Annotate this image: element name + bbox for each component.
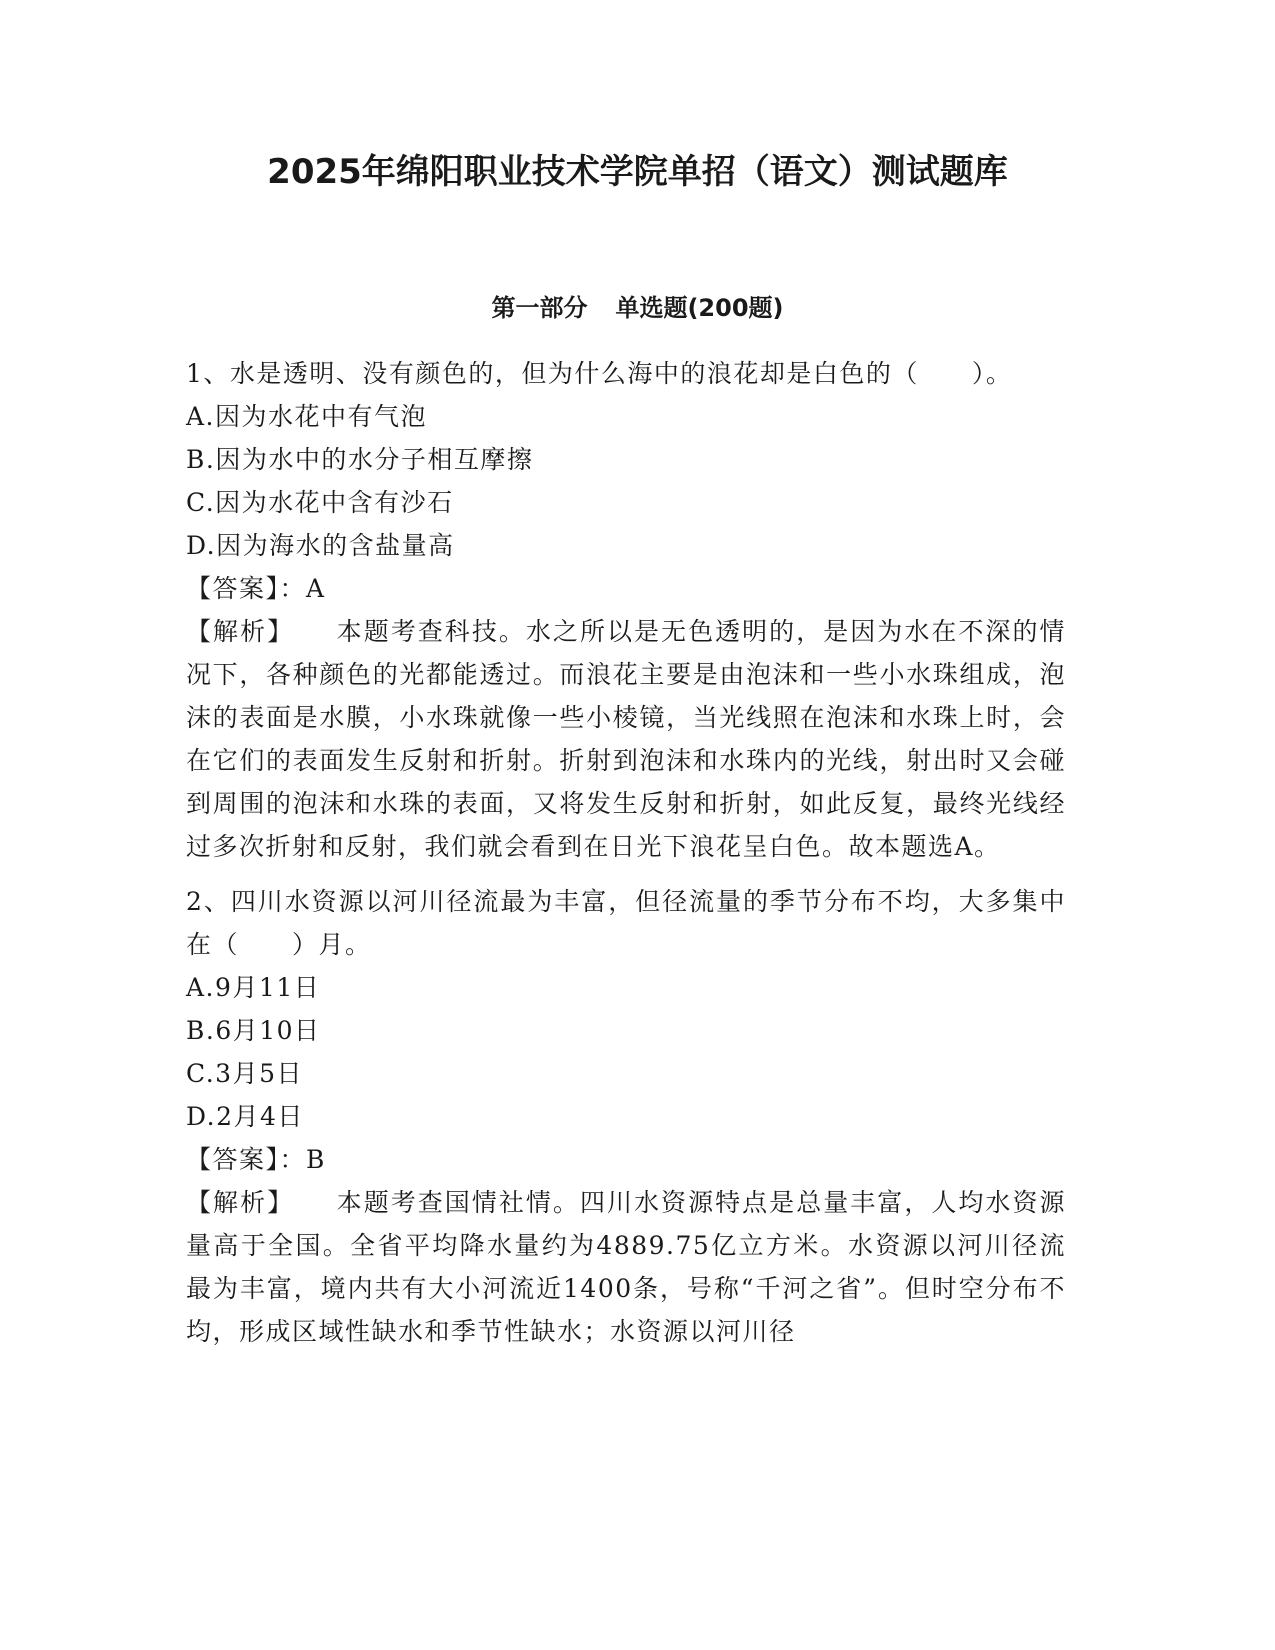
analysis-body: 本题考查国情社情。四川水资源特点是总量丰富，人均水资源量高于全国。全省平均降水量约为4889.75亿立方米。水资源以河川径流最为丰富，境内共有大小河流近1400条，号称“千河之省”。但时空分布不均，形成区域性缺水和季节性缺水；水资源以河川径	[186, 1188, 1066, 1346]
analysis-body: 本题考查科技。水之所以是无色透明的，是因为水在不深的情况下，各种颜色的光都能透过。而浪花主要是由泡沫和一些小水珠组成，泡沫的表面是水膜，小水珠就像一些小棱镜，当光线照在泡沫和水珠上时，会在它们的表面发生反射和折射。折射到泡沫和水珠内的光线，射出时又会碰到周围的泡沫和水珠的表面，又将发生反射和折射，如此反复，最终光线经过多次折射和反射，我们就会看到在日光下浪花呈白色。故本题选A。	[186, 617, 1066, 861]
option-a: A.9月11日	[186, 973, 321, 1002]
answer-value: B	[306, 1145, 326, 1174]
option-b: B.6月10日	[186, 1016, 321, 1045]
answer-line	[186, 567, 1066, 610]
analysis-label: 【解析】	[186, 617, 295, 646]
option-c: C.3月5日	[186, 1059, 303, 1088]
analysis-label: 【解析】	[186, 1188, 295, 1217]
answer-value: A	[306, 574, 326, 603]
section-part: 第一部分	[491, 294, 588, 322]
option-b: B.因为水中的水分子相互摩擦	[186, 445, 534, 474]
option-c: C.因为水花中含有沙石	[186, 488, 454, 517]
option-a: A.因为水花中有气泡	[186, 402, 428, 431]
page-title: 2025年绵阳职业技术学院单招（语文）测试题库	[267, 152, 1008, 192]
question-2	[186, 880, 1066, 1353]
analysis	[186, 1181, 1066, 1353]
section-heading	[0, 292, 1275, 324]
option-d: D.因为海水的含盐量高	[186, 531, 455, 560]
option-d: D.2月4日	[186, 1102, 304, 1131]
answer-line	[186, 1138, 1066, 1181]
question-list	[186, 352, 1066, 1365]
section-name: 单选题(200题)	[615, 294, 784, 322]
question-stem: 1、水是透明、没有颜色的，但为什么海中的浪花却是白色的（ ）。	[186, 359, 1013, 388]
answer-label: 【答案】：	[186, 1145, 307, 1174]
question-1	[186, 352, 1066, 868]
answer-label: 【答案】：	[186, 574, 307, 603]
analysis	[186, 610, 1066, 868]
question-stem: 2、四川水资源以河川径流最为丰富，但径流量的季节分布不均，大多集中在（ ）月。	[186, 887, 1066, 959]
